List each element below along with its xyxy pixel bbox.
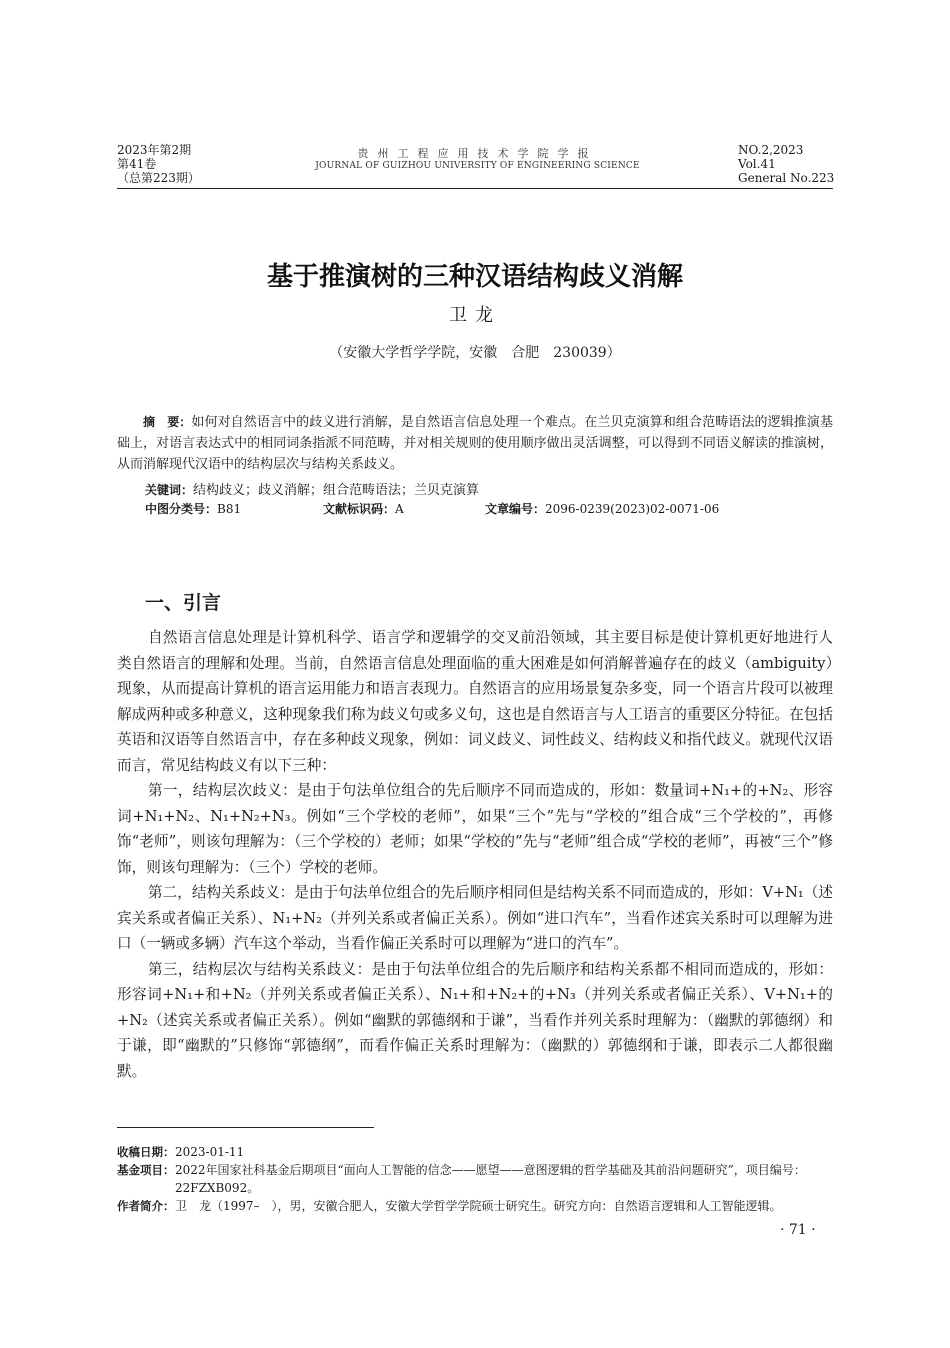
author-affiliation: （安徽大学哲学学院，安徽 合肥 230039） xyxy=(329,345,621,361)
received-value: 2023-01-11 xyxy=(175,1145,245,1159)
author-bio-label: 作者简介： xyxy=(117,1199,175,1213)
journal-name xyxy=(300,147,655,172)
body-text xyxy=(117,625,833,1084)
footnotes xyxy=(117,1143,833,1215)
paragraph-3: 第二，结构关系歧义：是由于句法单位组合的先后顺序相同但是结构关系不同而造成的，形如：V+N₁（述宾关系或者偏正关系）、N₁+N₂（并列关系或者偏正关系）。例如“进口汽车”，当看作述宾关系时可以理解为进口（一辆或多辆）汽车这个举动，当看作偏正关系时可以理解为“进口的汽车”。 xyxy=(117,884,833,952)
abstract-text: 如何对自然语言中的歧义进行消解，是自然语言信息处理一个难点。在兰贝克演算和组合范畴语法的逻辑推演基础上，对语言表达式中的相同词条指派不同范畴，并对相关规则的使用顺序做出灵活调整，可以得到不同语义解读的推演树，从而消解现代汉语中的结构层次与结构关系歧义。 xyxy=(117,415,833,472)
paper-title: 基于推演树的三种汉语结构歧义消解 xyxy=(266,262,683,292)
paragraph-1: 自然语言信息处理是计算机科学、语言学和逻辑学的交叉前沿领域，其主要目标是使计算机更好地进行人类自然语言的理解和处理。当前，自然语言信息处理面临的重大困难是如何消解普遍存在的歧义（ambiguity）现象，从而提高计算机的语言运用能力和语言表现力。自然语言的应用场景复杂多变，同一个语言片段可以被理解成两种或多种意义，这种现象我们称为歧义句或多义句，这也是自然语言与人工语言的重要区分特征。在包括英语和汉语等自然语言中，存在多种歧义现象，例如：词义歧义、词性歧义、结构歧义和指代歧义。就现代汉语而言，常见结构歧义有以下三种： xyxy=(117,629,833,774)
issue-total: （总第223期） xyxy=(117,171,200,185)
clc-code xyxy=(145,500,241,517)
received-label: 收稿日期： xyxy=(117,1145,175,1159)
footnote-divider xyxy=(117,1127,374,1128)
article-label: 文章编号： xyxy=(485,502,546,516)
author-bio xyxy=(117,1197,833,1215)
abstract-label: 摘 要： xyxy=(143,415,192,429)
doc-label: 文献标识码： xyxy=(323,502,396,516)
abstract xyxy=(117,412,833,475)
issue-year: 2023年第2期 xyxy=(117,143,192,157)
paragraph-4: 第三，结构层次与结构关系歧义：是由于句法单位组合的先后顺序和结构关系都不相同而造成的，形如：形容词+N₁+和+N₂（并列关系或者偏正关系）、N₁+和+N₂+的+N₃（并列关系或者偏正关系）、V+N₁+的+N₂（述宾关系或者偏正关系）。例如“幽默的郭德纲和于谦”，当看作并列关系时理解为：（幽默的郭德纲）和于谦，即“幽默的”只修饰“郭德纲”，而看作偏正关系时理解为：（幽默的）郭德纲和于谦，即表示二人都很幽默。 xyxy=(117,960,833,1080)
article-value: 2096-0239(2023)02-0071-06 xyxy=(545,502,720,516)
volume-en: Vol.41 xyxy=(738,157,776,171)
keywords-text: 结构歧义；歧义消解；组合范畴语法；兰贝克演算 xyxy=(193,483,480,498)
header-divider xyxy=(117,188,833,189)
issue-info xyxy=(117,143,200,185)
fund-value: 2022年国家社科基金后期项目“面向人工智能的信念——愿望——意图逻辑的哲学基础及其前沿问题研究”，项目编号：22FZXB092。 xyxy=(175,1163,806,1195)
fund-project xyxy=(117,1161,833,1197)
received-date xyxy=(117,1143,833,1161)
clc-value: B81 xyxy=(217,502,242,516)
issue-info-en xyxy=(738,143,834,185)
doc-value: A xyxy=(395,502,404,516)
clc-label: 中图分类号： xyxy=(145,502,218,516)
keywords-label: 关键词： xyxy=(145,483,194,497)
issue-no-en: NO.2,2023 xyxy=(738,143,804,157)
journal-name-en: JOURNAL OF GUIZHOU UNIVERSITY OF ENGINEERING SCIENCE xyxy=(315,161,640,171)
fund-label: 基金项目： xyxy=(117,1163,175,1177)
page-number: · 71 · xyxy=(780,1222,816,1238)
article-code xyxy=(485,500,719,517)
author-name: 卫龙 xyxy=(449,305,501,326)
issue-volume: 第41卷 xyxy=(117,157,157,171)
general-no-en: General No.223 xyxy=(738,171,835,185)
section-heading: 一、引言 xyxy=(145,592,222,614)
author-bio-value: 卫 龙（1997– ），男，安徽合肥人，安徽大学哲学学院硕士研究生。研究方向：自然语言逻辑和人工智能逻辑。 xyxy=(175,1199,782,1213)
journal-name-cn: 贵州工程应用技术学院学报 xyxy=(357,147,598,160)
paragraph-2: 第一，结构层次歧义：是由于句法单位组合的先后顺序不同而造成的，形如：数量词+N₁+的+N₂、形容词+N₁+N₂、N₁+N₂+N₃。例如“三个学校的老师”，如果“三个”先与“学校的”组合成“三个学校的”，再修饰“老师”，则该句理解为：（三个学校的）老师；如果“学校的”先与“老师”组合成“学校的老师”，再被“三个”修饰，则该句理解为：（三个）学校的老师。 xyxy=(117,782,833,876)
keywords xyxy=(145,479,479,498)
doc-code xyxy=(323,500,404,517)
